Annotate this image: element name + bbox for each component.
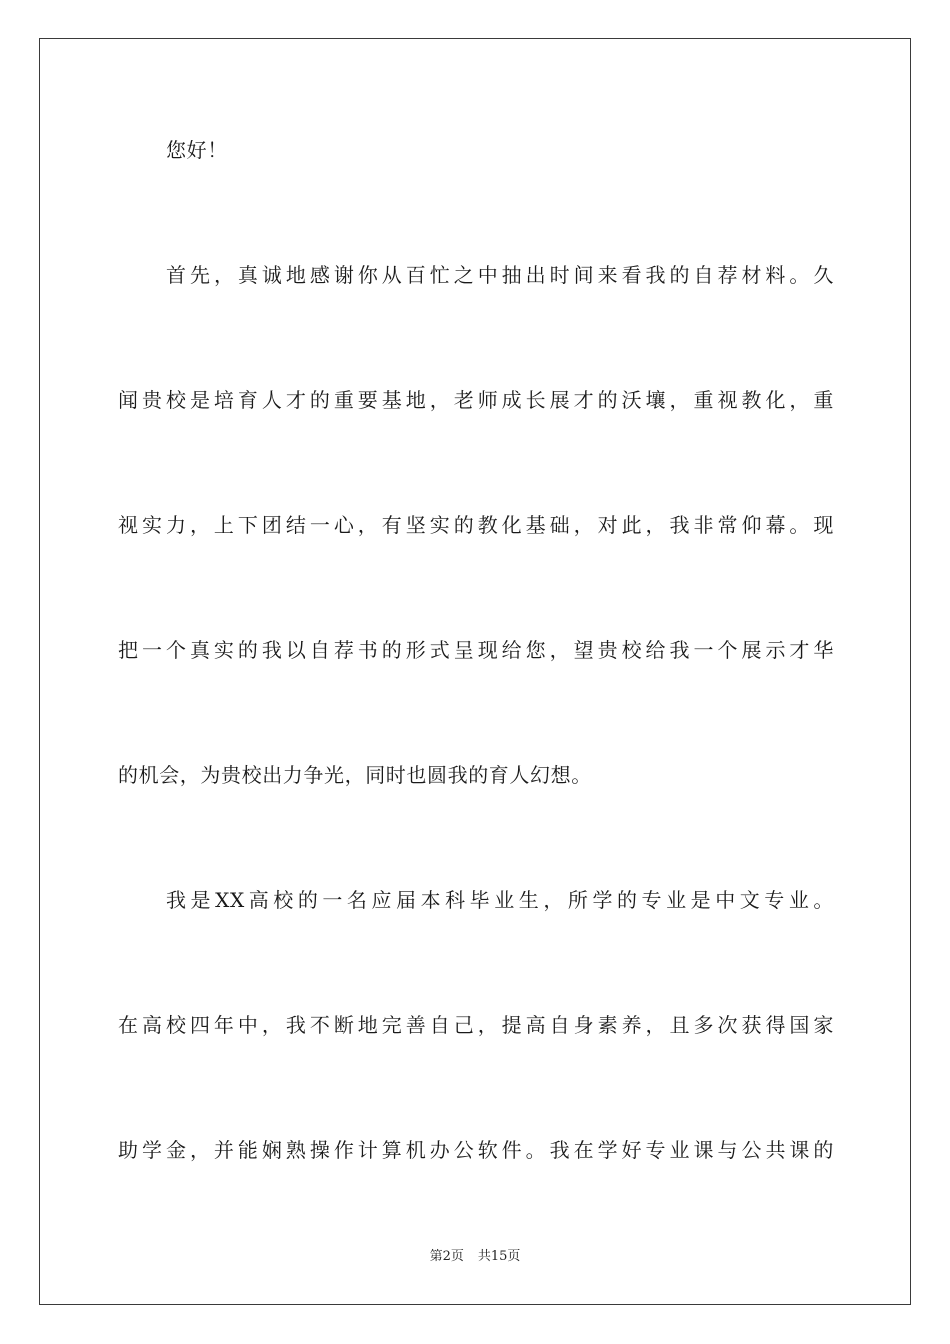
paragraph-1-line-5: 的机会，为贵校出力争光，同时也圆我的育人幻想。 xyxy=(118,763,592,787)
paragraph-2-line-3: 助学金，并能娴熟操作计算机办公软件。我在学好专业课与公共课的 xyxy=(118,1138,834,1162)
paragraph-1-line-3: 视实力，上下团结一心，有坚实的教化基础，对此，我非常仰幕。现 xyxy=(118,513,834,537)
greeting-line: 您好！ xyxy=(166,138,228,162)
page-number: 第2页 xyxy=(429,1249,464,1264)
paragraph-2-line-1: 我是XX高校的一名应届本科毕业生，所学的专业是中文专业。 xyxy=(166,888,834,912)
paragraph-2-line-2: 在高校四年中，我不断地完善自己，提高自身素养，且多次获得国家 xyxy=(118,1013,834,1037)
page-total: 共15页 xyxy=(477,1249,521,1264)
paragraph-1-line-2: 闻贵校是培育人才的重要基地，老师成长展才的沃壤，重视教化，重 xyxy=(118,388,834,412)
paragraph-1-line-1: 首先，真诚地感谢你从百忙之中抽出时间来看我的自荐材料。久 xyxy=(166,263,834,287)
page-border xyxy=(39,38,911,1305)
paragraph-1-line-4: 把一个真实的我以自荐书的形式呈现给您，望贵校给我一个展示才华 xyxy=(118,638,834,662)
page-footer xyxy=(0,1248,950,1266)
